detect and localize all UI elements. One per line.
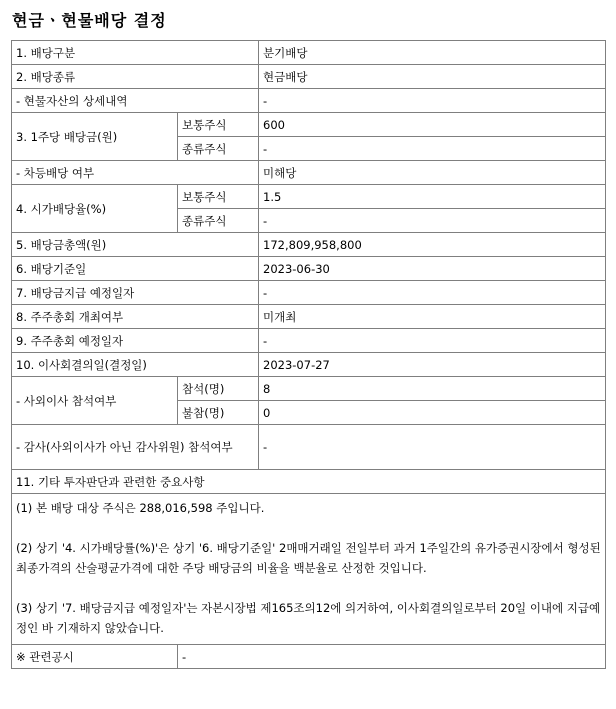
row-value: 2023-07-27 xyxy=(259,353,606,377)
row-value: - xyxy=(259,89,606,113)
sub-label: 참석(명) xyxy=(178,377,259,401)
row-label: 9. 주주총회 예정일자 xyxy=(12,329,259,353)
table-row xyxy=(12,161,606,185)
row-label: 4. 시가배당율(%) xyxy=(12,185,178,233)
sub-label: 불참(명) xyxy=(178,401,259,425)
row-value: 현금배당 xyxy=(259,65,606,89)
table-row xyxy=(12,89,606,113)
table-row xyxy=(12,41,606,65)
table-row xyxy=(12,113,606,137)
row-value: 1.5 xyxy=(259,185,606,209)
row-value: 미개최 xyxy=(259,305,606,329)
row-value: 172,809,958,800 xyxy=(259,233,606,257)
row-value: 분기배당 xyxy=(259,41,606,65)
row-label: - 감사(사외이사가 아닌 감사위원) 참석여부 xyxy=(12,425,259,470)
row-value: - xyxy=(259,329,606,353)
table-row xyxy=(12,470,606,494)
row-value: - xyxy=(259,137,606,161)
row-label: 1. 배당구분 xyxy=(12,41,259,65)
notes-cell xyxy=(12,494,606,645)
note-2: (2) 상기 '4. 시가배당률(%)'은 상기 '6. 배당기준일' 2매매거래일 전일부터 과거 1주일간의 유가증권시장에서 형성된 최종가격의 산술평균가격에 대한 주당 배당금의 비율을 백분율로 산정한 것입니다. xyxy=(16,541,601,575)
dividend-table xyxy=(11,40,606,669)
note-3: (3) 상기 '7. 배당금지급 예정일자'는 자본시장법 제165조의12에 의거하여, 이사회결의일로부터 20일 이내에 지급예정인 바 기재하지 않았습니다. xyxy=(16,601,601,635)
table-row xyxy=(12,305,606,329)
row-label: 3. 1주당 배당금(원) xyxy=(12,113,178,161)
row-label: - 차등배당 여부 xyxy=(12,161,259,185)
table-row xyxy=(12,353,606,377)
table-row xyxy=(12,425,606,470)
table-row xyxy=(12,281,606,305)
sub-label: 보통주식 xyxy=(178,185,259,209)
table-row xyxy=(12,65,606,89)
note-1: (1) 본 배당 대상 주식은 288,016,598 주입니다. xyxy=(16,501,265,515)
table-row xyxy=(12,233,606,257)
row-label: - 사외이사 참석여부 xyxy=(12,377,178,425)
row-value: 0 xyxy=(259,401,606,425)
table-row xyxy=(12,377,606,401)
page-title: 현금ㆍ현물배당 결정 xyxy=(12,11,167,30)
row-label: 8. 주주총회 개최여부 xyxy=(12,305,259,329)
row-value: 미해당 xyxy=(259,161,606,185)
table-row xyxy=(12,494,606,645)
row-value: - xyxy=(259,425,606,470)
row-label: - 현물자산의 상세내역 xyxy=(12,89,259,113)
related-value: - xyxy=(178,645,606,669)
sub-label: 보통주식 xyxy=(178,113,259,137)
table-row xyxy=(12,185,606,209)
table-row xyxy=(12,329,606,353)
row-label: 2. 배당종류 xyxy=(12,65,259,89)
table-row xyxy=(12,645,606,669)
row-value: - xyxy=(259,281,606,305)
row-value: 8 xyxy=(259,377,606,401)
related-label: ※ 관련공시 xyxy=(12,645,178,669)
sub-label: 종류주식 xyxy=(178,209,259,233)
row-label: 7. 배당금지급 예정일자 xyxy=(12,281,259,305)
row-label: 10. 이사회결의일(결정일) xyxy=(12,353,259,377)
sub-label: 종류주식 xyxy=(178,137,259,161)
row-label: 5. 배당금총액(원) xyxy=(12,233,259,257)
table-row xyxy=(12,257,606,281)
row-label: 11. 기타 투자판단과 관련한 중요사항 xyxy=(12,470,606,494)
row-value: - xyxy=(259,209,606,233)
row-value: 2023-06-30 xyxy=(259,257,606,281)
row-label: 6. 배당기준일 xyxy=(12,257,259,281)
row-value: 600 xyxy=(259,113,606,137)
